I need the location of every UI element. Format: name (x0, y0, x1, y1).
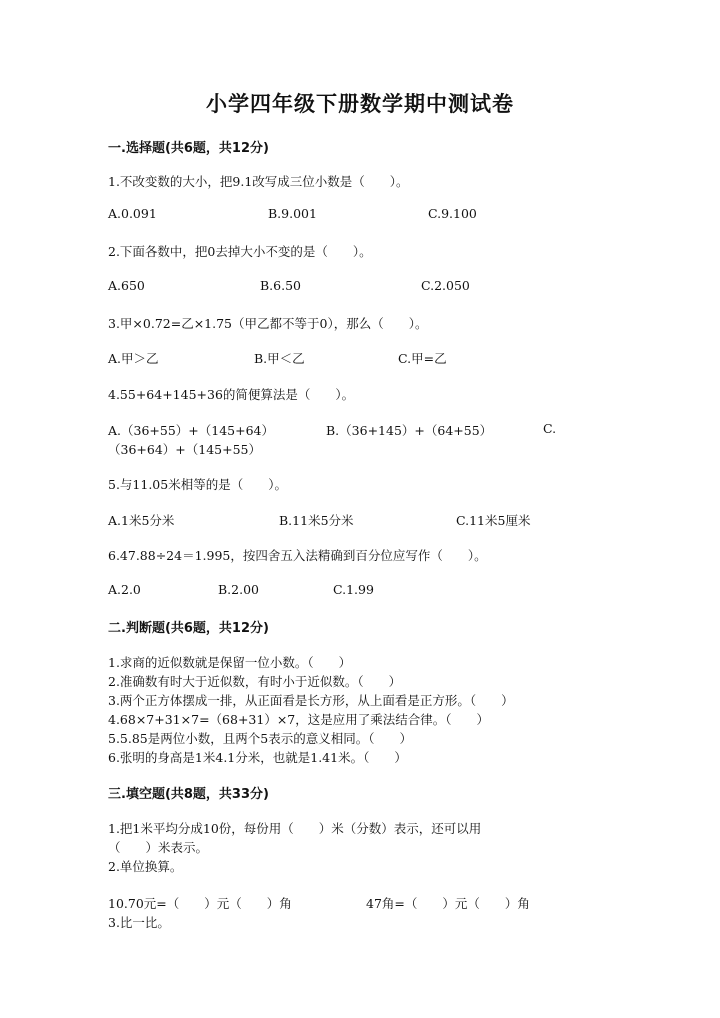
judgement-item: 6.张明的身高是1米4.1分米，也就是1.41米。（ ） (108, 750, 407, 765)
option-c-continued: （36+64）+（145+55） (108, 442, 261, 457)
judgement-item: 1.求商的近似数就是保留一位小数。（ ） (108, 655, 352, 670)
fill-question-text: 2.单位换算。 (108, 859, 183, 874)
question-text: 5.与11.05米相等的是（ ）。 (108, 477, 287, 492)
section-heading-choice: 一.选择题(共6题，共12分) (108, 141, 269, 156)
question-text: 1.不改变数的大小，把9.1改写成三位小数是（ ）。 (108, 174, 409, 189)
option-b: B.11米5分米 (279, 513, 354, 528)
judgement-item: 2.准确数有时大于近似数，有时小于近似数。（ ） (108, 674, 402, 689)
fill-question-text: 1.把1米平均分成10份，每份用（ ）米（分数）表示，还可以用 (108, 821, 482, 836)
option-a: A.甲＞乙 (108, 351, 159, 366)
option-c: C.9.100 (428, 206, 477, 221)
option-a: A.1米5分米 (108, 513, 175, 528)
option-c: C.11米5厘米 (456, 513, 531, 528)
option-c: C. (543, 421, 557, 436)
option-b: B.2.00 (218, 582, 259, 597)
question-text: 6.47.88÷24＝1.995，按四舍五入法精确到百分位应写作（ ）。 (108, 548, 487, 563)
question-text: 4.55+64+145+36的简便算法是（ ）。 (108, 387, 355, 402)
option-a: A.（36+55）+（145+64） (108, 423, 274, 438)
judgement-item: 4.68×7+31×7=（68+31）×7，这是应用了乘法结合律。（ ） (108, 712, 490, 727)
option-b: B.（36+145）+（64+55） (326, 423, 493, 438)
question-text: 3.甲×0.72=乙×1.75（甲乙都不等于0），那么（ ）。 (108, 316, 428, 331)
option-c: C.甲=乙 (398, 351, 447, 366)
fill-question-text: 3.比一比。 (108, 915, 170, 930)
option-c: C.1.99 (333, 582, 374, 597)
page-title: 小学四年级下册数学期中测试卷 (206, 91, 514, 116)
judgement-item: 5.5.85是两位小数，且两个5表示的意义相同。（ ） (108, 731, 412, 746)
section-heading-fill: 三.填空题(共8题，共33分) (108, 787, 269, 802)
section-heading-judgement: 二.判断题(共6题，共12分) (108, 621, 269, 636)
judgement-item: 3.两个正方体摆成一排，从正面看是长方形，从上面看是正方形。（ ） (108, 693, 514, 708)
option-a: A.650 (108, 278, 145, 293)
option-b: B.9.001 (268, 206, 317, 221)
option-a: A.0.091 (108, 206, 157, 221)
option-b: B.6.50 (260, 278, 301, 293)
option-b: B.甲＜乙 (254, 351, 305, 366)
unit-conversion-left: 10.70元=（ ）元（ ）角 (108, 896, 292, 911)
fill-question-text-continued: （ ）米表示。 (108, 840, 209, 855)
question-text: 2.下面各数中，把0去掉大小不变的是（ ）。 (108, 244, 372, 259)
option-c: C.2.050 (421, 278, 470, 293)
unit-conversion-right: 47角=（ ）元（ ）角 (366, 896, 530, 911)
option-a: A.2.0 (108, 582, 141, 597)
